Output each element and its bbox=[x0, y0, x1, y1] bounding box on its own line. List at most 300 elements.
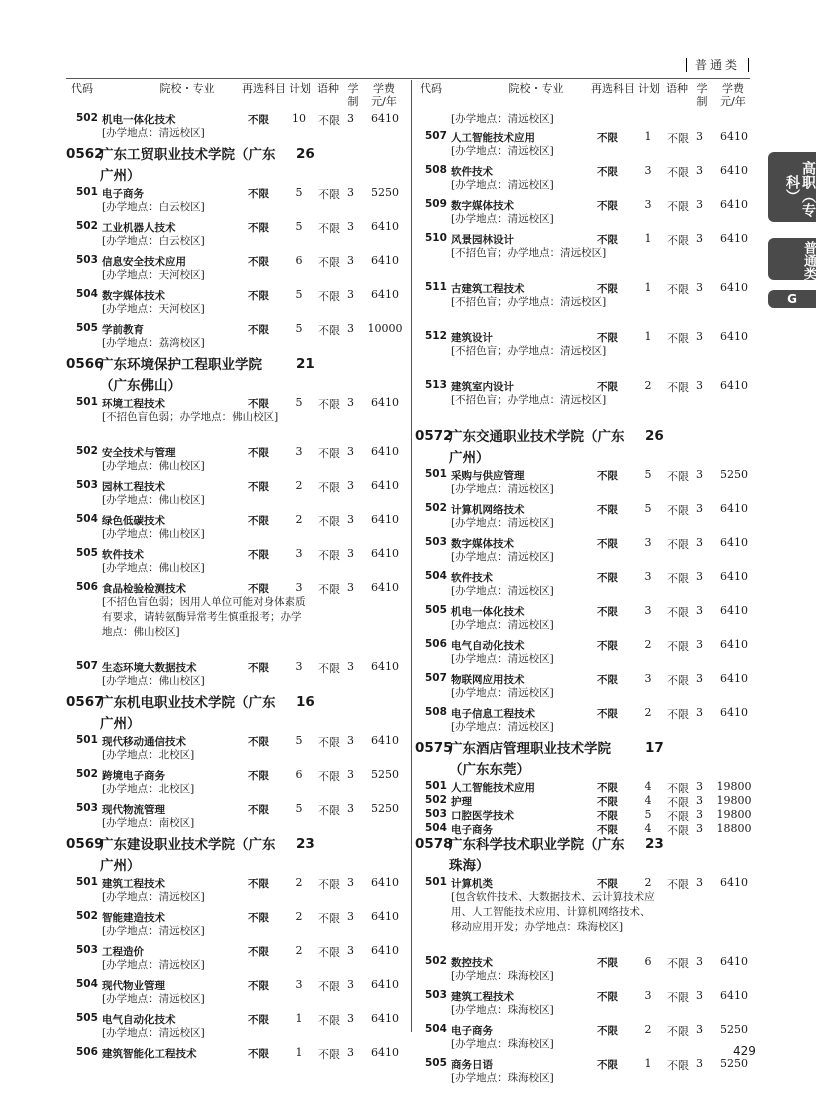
major-fee: 6410 bbox=[720, 876, 748, 889]
major-code: 504 bbox=[76, 288, 98, 300]
header-school: 院校・专业 bbox=[159, 82, 215, 95]
major-subject: 不限 bbox=[248, 447, 269, 459]
major-note: [办学地点：清远校区] bbox=[102, 1027, 205, 1039]
major-plan: 5 bbox=[295, 322, 303, 335]
major-note: [办学地点：清远校区] bbox=[451, 213, 554, 225]
major-fee: 6410 bbox=[720, 570, 748, 583]
school-location: 广州） bbox=[100, 716, 141, 732]
major-subject: 不限 bbox=[597, 674, 618, 686]
major-code: 505 bbox=[76, 322, 98, 334]
major-lang: 不限 bbox=[667, 991, 689, 1004]
major-subject: 不限 bbox=[248, 583, 269, 595]
major-fee: 6410 bbox=[371, 910, 399, 923]
major-years: 3 bbox=[696, 232, 703, 245]
major-plan: 3 bbox=[295, 660, 303, 673]
major-note: [办学地点：佛山校区] bbox=[102, 460, 205, 472]
school-code: 0562 bbox=[66, 146, 104, 162]
major-fee: 6410 bbox=[371, 112, 399, 125]
major-years: 3 bbox=[696, 198, 703, 211]
major-row bbox=[415, 570, 759, 604]
major-name: 软件技术 bbox=[451, 572, 493, 584]
major-plan: 2 bbox=[644, 379, 652, 392]
major-note: [办学地点：清远校区] bbox=[451, 585, 554, 597]
major-plan: 1 bbox=[644, 232, 652, 245]
major-plan: 3 bbox=[644, 164, 652, 177]
major-subject: 不限 bbox=[248, 1014, 269, 1026]
major-name: 工业机器人技术 bbox=[102, 222, 176, 234]
major-code: 501 bbox=[76, 396, 98, 408]
major-row bbox=[66, 479, 410, 513]
major-name: 建筑室内设计 bbox=[451, 381, 514, 393]
major-note: [办学地点：荔湾校区] bbox=[102, 337, 205, 349]
major-years: 3 bbox=[347, 1012, 354, 1025]
major-code: 501 bbox=[425, 876, 447, 888]
major-row bbox=[66, 112, 410, 146]
major-note: [不招色盲；办学地点：清远校区] bbox=[451, 247, 607, 259]
major-row bbox=[415, 822, 759, 836]
major-code: 503 bbox=[76, 802, 98, 814]
major-years: 3 bbox=[347, 479, 354, 492]
major-years: 3 bbox=[696, 130, 703, 143]
major-row bbox=[415, 780, 759, 794]
major-code: 502 bbox=[76, 445, 98, 457]
major-fee: 5250 bbox=[720, 468, 748, 481]
school-code: 0572 bbox=[415, 428, 453, 444]
major-note: [办学地点：北校区] bbox=[102, 783, 195, 795]
major-plan: 2 bbox=[644, 706, 652, 719]
major-row bbox=[415, 468, 759, 502]
major-note: [不招色盲色弱；因用人单位可能对身体素质有要求，请转氨酶异常考生慎重报考；办学地点：佛山校区] bbox=[102, 596, 306, 638]
major-years: 3 bbox=[696, 468, 703, 481]
major-lang: 不限 bbox=[318, 515, 340, 528]
major-lang: 不限 bbox=[667, 606, 689, 619]
major-plan: 3 bbox=[644, 672, 652, 685]
major-row bbox=[415, 604, 759, 638]
major-row bbox=[66, 978, 410, 1012]
major-name: 建筑设计 bbox=[451, 332, 493, 344]
side-tab-letter: G bbox=[768, 290, 816, 308]
major-code: 508 bbox=[425, 706, 447, 718]
major-row bbox=[415, 502, 759, 536]
major-code: 503 bbox=[76, 479, 98, 491]
major-note: [不招色盲；办学地点：清远校区] bbox=[451, 296, 607, 308]
header-code: 代码 bbox=[420, 82, 442, 95]
major-row bbox=[66, 660, 410, 694]
major-code: 506 bbox=[76, 581, 98, 593]
major-plan: 5 bbox=[644, 502, 652, 515]
major-code: 502 bbox=[76, 910, 98, 922]
major-plan: 5 bbox=[644, 808, 652, 821]
major-row bbox=[415, 672, 759, 706]
major-name: 数字媒体技术 bbox=[451, 200, 514, 212]
school-name: 广东建设职业技术学院（广东 bbox=[100, 837, 276, 853]
major-fee: 19800 bbox=[716, 808, 752, 821]
major-plan: 3 bbox=[644, 536, 652, 549]
major-fee: 6410 bbox=[720, 379, 748, 392]
major-note: [办学地点：天河校区] bbox=[102, 303, 205, 315]
major-lang: 不限 bbox=[667, 782, 689, 795]
major-name: 计算机网络技术 bbox=[451, 504, 525, 516]
major-fee: 6410 bbox=[371, 396, 399, 409]
major-subject: 不限 bbox=[248, 878, 269, 890]
school-location: （广东佛山） bbox=[100, 378, 181, 394]
major-note: [办学地点：清远校区] bbox=[451, 653, 554, 665]
major-fee: 6410 bbox=[720, 198, 748, 211]
major-plan: 2 bbox=[295, 479, 303, 492]
major-lang: 不限 bbox=[318, 770, 340, 783]
major-name: 物联网应用技术 bbox=[451, 674, 525, 686]
major-fee: 5250 bbox=[371, 768, 399, 781]
major-years: 3 bbox=[696, 955, 703, 968]
major-row bbox=[66, 876, 410, 910]
major-name: 建筑智能化工程技术 bbox=[102, 1048, 197, 1060]
major-years: 3 bbox=[696, 706, 703, 719]
major-name: 电子信息工程技术 bbox=[451, 708, 535, 720]
side-tab-level: 高职（专科） bbox=[768, 152, 816, 222]
major-code: 504 bbox=[76, 978, 98, 990]
major-row bbox=[415, 164, 759, 198]
major-lang: 不限 bbox=[667, 796, 689, 809]
major-name: 数字媒体技术 bbox=[451, 538, 514, 550]
major-fee: 6410 bbox=[720, 502, 748, 515]
major-note: [办学地点：佛山校区] bbox=[102, 494, 205, 506]
major-fee: 6410 bbox=[720, 672, 748, 685]
major-subject: 不限 bbox=[248, 481, 269, 493]
major-plan: 2 bbox=[295, 513, 303, 526]
major-name: 建筑工程技术 bbox=[102, 878, 165, 890]
major-note: [办学地点：佛山校区] bbox=[102, 528, 205, 540]
major-code: 505 bbox=[425, 604, 447, 616]
major-years: 3 bbox=[347, 768, 354, 781]
school-plan: 26 bbox=[645, 428, 664, 444]
major-code: 501 bbox=[76, 734, 98, 746]
major-subject: 不限 bbox=[248, 515, 269, 527]
major-name: 风景园林设计 bbox=[451, 234, 514, 246]
major-years: 3 bbox=[347, 944, 354, 957]
major-subject: 不限 bbox=[597, 957, 618, 969]
major-code: 505 bbox=[425, 1057, 447, 1069]
major-row bbox=[415, 1023, 759, 1057]
major-lang: 不限 bbox=[318, 662, 340, 675]
school-location: （广东东莞） bbox=[449, 762, 530, 778]
school-name: 广东交通职业技术学院（广东 bbox=[449, 429, 625, 445]
major-plan: 2 bbox=[644, 638, 652, 651]
school-plan: 16 bbox=[296, 694, 315, 710]
major-plan: 2 bbox=[295, 876, 303, 889]
header-rule bbox=[66, 78, 750, 79]
major-note: [办学地点：白云校区] bbox=[102, 201, 205, 213]
major-plan: 3 bbox=[644, 989, 652, 1002]
major-row bbox=[66, 768, 410, 802]
major-name: 信息安全技术应用 bbox=[102, 256, 186, 268]
major-subject: 不限 bbox=[248, 290, 269, 302]
major-code: 507 bbox=[425, 130, 447, 142]
major-subject: 不限 bbox=[248, 912, 269, 924]
major-code: 505 bbox=[76, 547, 98, 559]
major-lang: 不限 bbox=[667, 538, 689, 551]
major-lang: 不限 bbox=[667, 381, 689, 394]
major-plan: 2 bbox=[644, 876, 652, 889]
major-code: 503 bbox=[425, 536, 447, 548]
major-fee: 18800 bbox=[716, 822, 752, 835]
major-lang: 不限 bbox=[667, 332, 689, 345]
major-plan: 5 bbox=[295, 802, 303, 815]
major-lang: 不限 bbox=[318, 549, 340, 562]
major-subject: 不限 bbox=[248, 662, 269, 674]
school-plan: 23 bbox=[296, 836, 315, 852]
major-name: 软件技术 bbox=[451, 166, 493, 178]
major-fee: 19800 bbox=[716, 794, 752, 807]
major-years: 3 bbox=[347, 876, 354, 889]
header-years: 学 制 bbox=[696, 82, 708, 108]
major-subject: 不限 bbox=[597, 504, 618, 516]
major-fee: 6410 bbox=[720, 330, 748, 343]
major-row bbox=[66, 944, 410, 978]
major-subject: 不限 bbox=[597, 132, 618, 144]
school-name: 广东科学技术职业学院（广东 bbox=[449, 837, 625, 853]
major-plan: 5 bbox=[295, 186, 303, 199]
major-note: [办学地点：南校区] bbox=[102, 817, 195, 829]
major-code: 502 bbox=[76, 112, 98, 124]
major-plan: 5 bbox=[295, 288, 303, 301]
major-code: 503 bbox=[76, 944, 98, 956]
major-plan: 6 bbox=[644, 955, 652, 968]
major-plan: 4 bbox=[644, 780, 652, 793]
major-name: 现代移动通信技术 bbox=[102, 736, 186, 748]
header-subject: 再选科目 bbox=[242, 82, 286, 95]
major-note: [办学地点：佛山校区] bbox=[102, 675, 205, 687]
school-name: 广东酒店管理职业技术学院 bbox=[449, 741, 611, 757]
header-plan: 计划 bbox=[289, 82, 311, 95]
major-name: 跨境电子商务 bbox=[102, 770, 165, 782]
major-years: 3 bbox=[696, 989, 703, 1002]
major-lang: 不限 bbox=[667, 640, 689, 653]
major-fee: 5250 bbox=[720, 1057, 748, 1070]
major-note: [办学地点：清远校区] bbox=[451, 179, 554, 191]
major-name: 现代物流管理 bbox=[102, 804, 165, 816]
school-heading bbox=[66, 836, 410, 876]
left-entries bbox=[66, 112, 410, 1068]
major-lang: 不限 bbox=[318, 736, 340, 749]
major-fee: 6410 bbox=[371, 660, 399, 673]
school-name: 广东机电职业技术学院（广东 bbox=[100, 695, 276, 711]
school-code: 0569 bbox=[66, 836, 104, 852]
major-years: 3 bbox=[696, 672, 703, 685]
major-years: 3 bbox=[696, 570, 703, 583]
major-years: 3 bbox=[696, 330, 703, 343]
major-row bbox=[66, 1012, 410, 1046]
major-code: 503 bbox=[76, 254, 98, 266]
major-fee: 6410 bbox=[371, 479, 399, 492]
major-years: 3 bbox=[696, 1057, 703, 1070]
major-fee: 6410 bbox=[720, 604, 748, 617]
major-years: 3 bbox=[696, 164, 703, 177]
major-subject: 不限 bbox=[248, 114, 269, 126]
major-fee: 6410 bbox=[720, 638, 748, 651]
major-lang: 不限 bbox=[318, 447, 340, 460]
major-fee: 6410 bbox=[371, 1012, 399, 1025]
major-fee: 6410 bbox=[371, 513, 399, 526]
major-subject: 不限 bbox=[248, 398, 269, 410]
major-name: 机电一体化技术 bbox=[102, 114, 176, 126]
major-plan: 1 bbox=[644, 330, 652, 343]
major-code: 509 bbox=[425, 198, 447, 210]
major-note: [办学地点：清远校区] bbox=[102, 127, 205, 139]
major-years: 3 bbox=[696, 638, 703, 651]
major-plan: 4 bbox=[644, 794, 652, 807]
major-fee: 6410 bbox=[720, 536, 748, 549]
major-note: [办学地点：天河校区] bbox=[102, 269, 205, 281]
major-code: 513 bbox=[425, 379, 447, 391]
header-fee: 学费 元/年 bbox=[720, 82, 746, 108]
major-plan: 1 bbox=[644, 281, 652, 294]
major-years: 3 bbox=[347, 288, 354, 301]
major-row bbox=[415, 281, 759, 330]
major-name: 电子商务 bbox=[102, 188, 144, 200]
major-code: 501 bbox=[425, 780, 447, 792]
school-code: 0578 bbox=[415, 836, 453, 852]
major-row bbox=[66, 1046, 410, 1068]
major-years: 3 bbox=[696, 604, 703, 617]
major-subject: 不限 bbox=[597, 234, 618, 246]
major-name: 采购与供应管理 bbox=[451, 470, 525, 482]
major-lang: 不限 bbox=[667, 200, 689, 213]
major-row bbox=[66, 513, 410, 547]
major-name: 工程造价 bbox=[102, 946, 144, 958]
major-lang: 不限 bbox=[667, 878, 689, 891]
major-years: 3 bbox=[696, 281, 703, 294]
major-years: 3 bbox=[696, 822, 703, 835]
major-code: 503 bbox=[425, 989, 447, 1001]
school-plan: 17 bbox=[645, 740, 664, 756]
major-years: 3 bbox=[696, 876, 703, 889]
major-row bbox=[415, 638, 759, 672]
major-fee: 6410 bbox=[720, 989, 748, 1002]
major-plan: 1 bbox=[295, 1012, 303, 1025]
right-column bbox=[415, 82, 759, 1091]
major-name: 电子商务 bbox=[451, 1025, 493, 1037]
major-fee: 10000 bbox=[367, 322, 403, 335]
header-years: 学 制 bbox=[347, 82, 359, 108]
major-row bbox=[415, 130, 759, 164]
major-note: [办学地点：珠海校区] bbox=[451, 1038, 554, 1050]
major-lang: 不限 bbox=[667, 283, 689, 296]
major-lang: 不限 bbox=[318, 980, 340, 993]
major-plan: 2 bbox=[295, 910, 303, 923]
major-lang: 不限 bbox=[667, 1025, 689, 1038]
major-name: 数控技术 bbox=[451, 957, 493, 969]
major-row bbox=[415, 794, 759, 808]
major-plan: 3 bbox=[644, 604, 652, 617]
major-fee: 6410 bbox=[720, 281, 748, 294]
major-subject: 不限 bbox=[597, 878, 618, 890]
major-note: [办学地点：珠海校区] bbox=[451, 1004, 554, 1016]
major-subject: 不限 bbox=[248, 736, 269, 748]
major-code: 510 bbox=[425, 232, 447, 244]
major-name: 安全技术与管理 bbox=[102, 447, 176, 459]
major-row bbox=[415, 808, 759, 822]
major-plan: 5 bbox=[644, 468, 652, 481]
major-years: 3 bbox=[696, 536, 703, 549]
major-fee: 6410 bbox=[720, 232, 748, 245]
major-name: 人工智能技术应用 bbox=[451, 782, 535, 794]
major-years: 3 bbox=[347, 220, 354, 233]
major-years: 3 bbox=[696, 808, 703, 821]
major-fee: 6410 bbox=[371, 581, 399, 594]
major-lang: 不限 bbox=[318, 946, 340, 959]
major-subject: 不限 bbox=[597, 782, 618, 794]
major-subject: 不限 bbox=[597, 1025, 618, 1037]
major-subject: 不限 bbox=[597, 796, 618, 808]
major-name: 电气自动化技术 bbox=[451, 640, 525, 652]
major-lang: 不限 bbox=[667, 470, 689, 483]
major-note: [办学地点：清远校区] bbox=[102, 993, 205, 1005]
major-lang: 不限 bbox=[318, 878, 340, 891]
major-subject: 不限 bbox=[248, 256, 269, 268]
major-subject: 不限 bbox=[597, 606, 618, 618]
major-subject: 不限 bbox=[248, 770, 269, 782]
major-fee: 5250 bbox=[720, 1023, 748, 1036]
major-lang: 不限 bbox=[318, 481, 340, 494]
major-note: [不招色盲；办学地点：清远校区] bbox=[451, 345, 607, 357]
major-lang: 不限 bbox=[318, 256, 340, 269]
major-subject: 不限 bbox=[248, 980, 269, 992]
major-lang: 不限 bbox=[667, 957, 689, 970]
major-lang: 不限 bbox=[667, 674, 689, 687]
major-fee: 5250 bbox=[371, 186, 399, 199]
major-subject: 不限 bbox=[597, 538, 618, 550]
major-row bbox=[415, 955, 759, 989]
major-name: 学前教育 bbox=[102, 324, 144, 336]
major-code: 506 bbox=[76, 1046, 98, 1058]
school-name: 广东工贸职业技术学院（广东 bbox=[100, 147, 276, 163]
header-plan: 计划 bbox=[638, 82, 660, 95]
major-years: 3 bbox=[696, 379, 703, 392]
major-code: 506 bbox=[425, 638, 447, 650]
major-plan: 3 bbox=[644, 198, 652, 211]
left-column bbox=[66, 82, 410, 1068]
major-years: 3 bbox=[347, 910, 354, 923]
major-note: [办学地点：清远校区] bbox=[451, 687, 554, 699]
major-years: 3 bbox=[696, 780, 703, 793]
major-years: 3 bbox=[347, 978, 354, 991]
major-lang: 不限 bbox=[667, 708, 689, 721]
major-name: 数字媒体技术 bbox=[102, 290, 165, 302]
major-lang: 不限 bbox=[318, 804, 340, 817]
major-name: 食品检验检测技术 bbox=[102, 583, 186, 595]
major-row bbox=[415, 330, 759, 379]
major-name: 生态环境大数据技术 bbox=[102, 662, 197, 674]
column-divider bbox=[411, 80, 412, 1032]
major-plan: 3 bbox=[644, 570, 652, 583]
major-code: 502 bbox=[425, 502, 447, 514]
major-subject: 不限 bbox=[597, 381, 618, 393]
major-years: 3 bbox=[347, 802, 354, 815]
major-note: [办学地点：白云校区] bbox=[102, 235, 205, 247]
major-plan: 2 bbox=[295, 944, 303, 957]
major-subject: 不限 bbox=[248, 188, 269, 200]
major-code: 511 bbox=[425, 281, 447, 293]
major-subject: 不限 bbox=[248, 946, 269, 958]
side-tab-category: 普通类 bbox=[768, 238, 816, 280]
major-years: 3 bbox=[347, 547, 354, 560]
major-years: 3 bbox=[347, 513, 354, 526]
major-years: 3 bbox=[696, 502, 703, 515]
major-lang: 不限 bbox=[318, 114, 340, 127]
major-note: [办学地点：清远校区] bbox=[102, 891, 205, 903]
major-years: 3 bbox=[347, 445, 354, 458]
table-header bbox=[66, 82, 410, 112]
